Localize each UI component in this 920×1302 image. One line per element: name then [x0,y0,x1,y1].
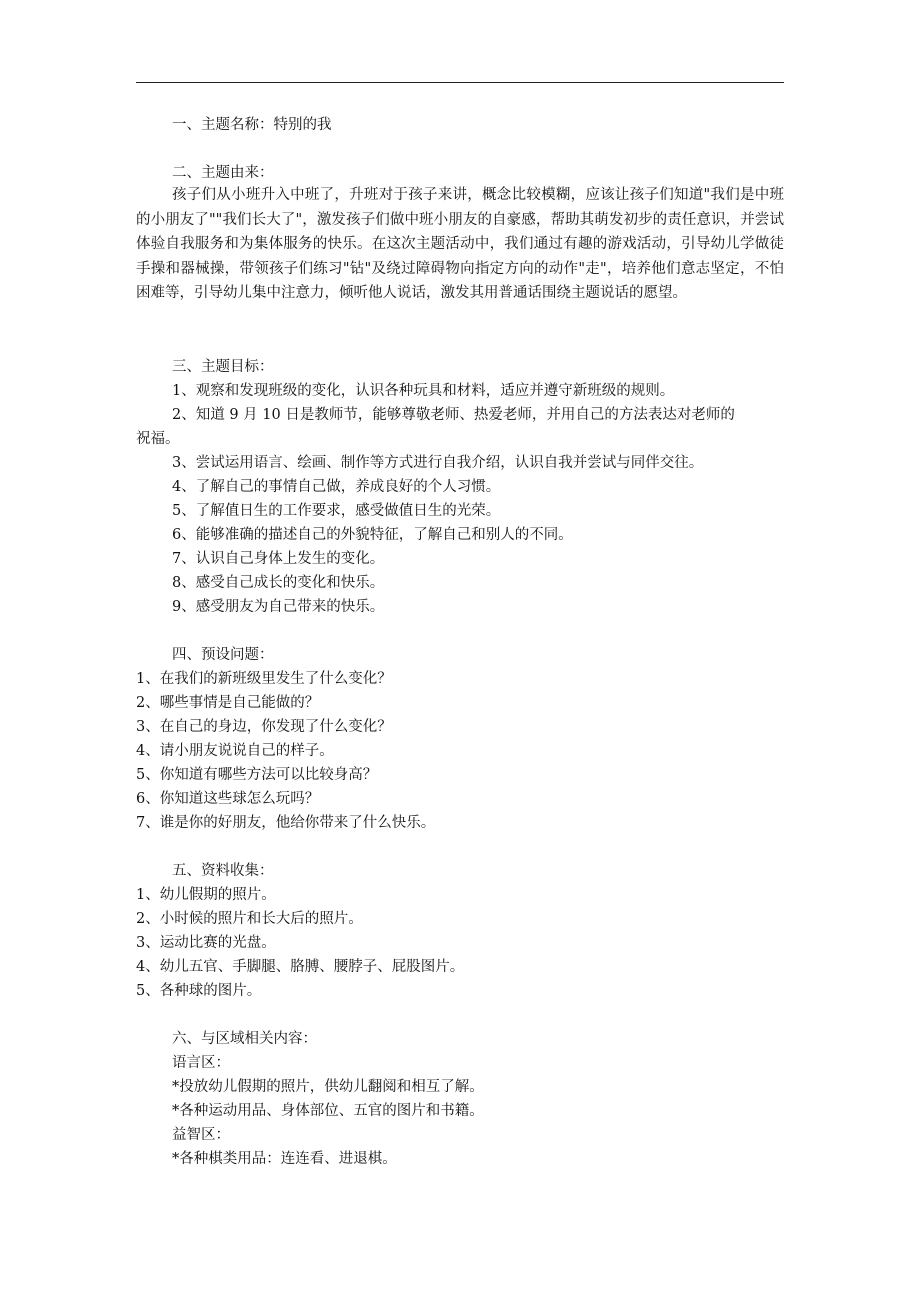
area-item: *投放幼儿假期的照片，供幼儿翻阅和相互了解。 [172,1079,484,1095]
question-item: 1、在我们的新班级里发生了什么变化？ [136,671,392,687]
area-item: *各种运动用品、身体部位、五官的图片和书籍。 [172,1103,484,1119]
question-item: 5、你知道有哪些方法可以比较身高？ [136,767,378,783]
question-item: 4、请小朋友说说自己的样子。 [136,743,334,759]
question-item: 7、谁是你的好朋友，他给你带来了什么快乐。 [136,815,436,831]
area-item: *各种棋类用品：连连看、进退棋。 [172,1151,397,1167]
section-heading-material-collection: 五、资料收集： [172,863,274,879]
goal-item: 1、观察和发现班级的变化，认识各种玩具和材料，适应并遵守新班级的规则。 [172,383,675,399]
material-item: 4、幼儿五官、手脚腿、胳膊、腰脖子、屁股图片。 [136,959,465,975]
material-item: 2、小时候的照片和长大后的照片。 [136,911,363,927]
section-heading-theme-name: 一、主题名称：特别的我 [172,117,332,133]
goal-item: 2、知道 9 月 10 日是教师节，能够尊敬老师、热爱老师，并用自己的方法表达对老师的 [172,407,735,423]
goal-item: 8、感受自己成长的变化和快乐。 [172,575,385,591]
goal-item: 4、了解自己的事情自己做，养成良好的个人习惯。 [172,479,501,495]
question-item: 6、你知道这些球怎么玩吗？ [136,791,320,807]
material-item: 3、运动比赛的光盘。 [136,935,276,951]
question-item: 2、哪些事情是自己能做的？ [136,695,320,711]
section-heading-area-content: 六、与区域相关内容： [172,1031,317,1047]
section-heading-preset-questions: 四、预设问题： [172,647,274,663]
material-item: 5、各种球的图片。 [136,983,262,999]
header-rule [136,82,784,83]
area-label-language: 语言区： [172,1055,230,1071]
goal-item-continuation: 祝福。 [136,431,180,447]
question-item: 3、在自己的身边，你发现了什么变化？ [136,719,392,735]
area-label-puzzle: 益智区： [172,1127,230,1143]
section-heading-theme-goals: 三、主题目标： [172,359,274,375]
goal-item: 7、认识自己身体上发生的变化。 [172,551,385,567]
goal-item: 5、了解值日生的工作要求，感受做值日生的光荣。 [172,503,501,519]
goal-item: 9、感受朋友为自己带来的快乐。 [172,599,385,615]
goal-item: 3、尝试运用语言、绘画、制作等方式进行自我介绍，认识自我并尝试与同伴交往。 [172,455,704,471]
section-heading-theme-origin: 二、主题由来： [172,165,274,181]
theme-origin-paragraph: 孩子们从小班升入中班了，升班对于孩子来讲，概念比较模糊，应该让孩子们知道"我们是中班的小朋友了""我们长大了"，激发孩子们做中班小朋友的自豪感，帮助其萌发初步的责任意识，并尝试体验自我服务和为集体服务的快乐。在这次主题活动中，我们通过有趣的游戏活动，引导幼儿学做徒手操和器械操，带领孩子们练习"钻"及绕过障碍物向指定方向的动作"走"，培养他们意志坚定，不怕困难等，引导幼儿集中注意力，倾听他人说话，激发其用普通话围绕主题说话的愿望。 [136,187,784,302]
material-item: 1、幼儿假期的照片。 [136,887,276,903]
goal-item: 6、能够准确的描述自己的外貌特征，了解自己和别人的不同。 [172,527,573,543]
